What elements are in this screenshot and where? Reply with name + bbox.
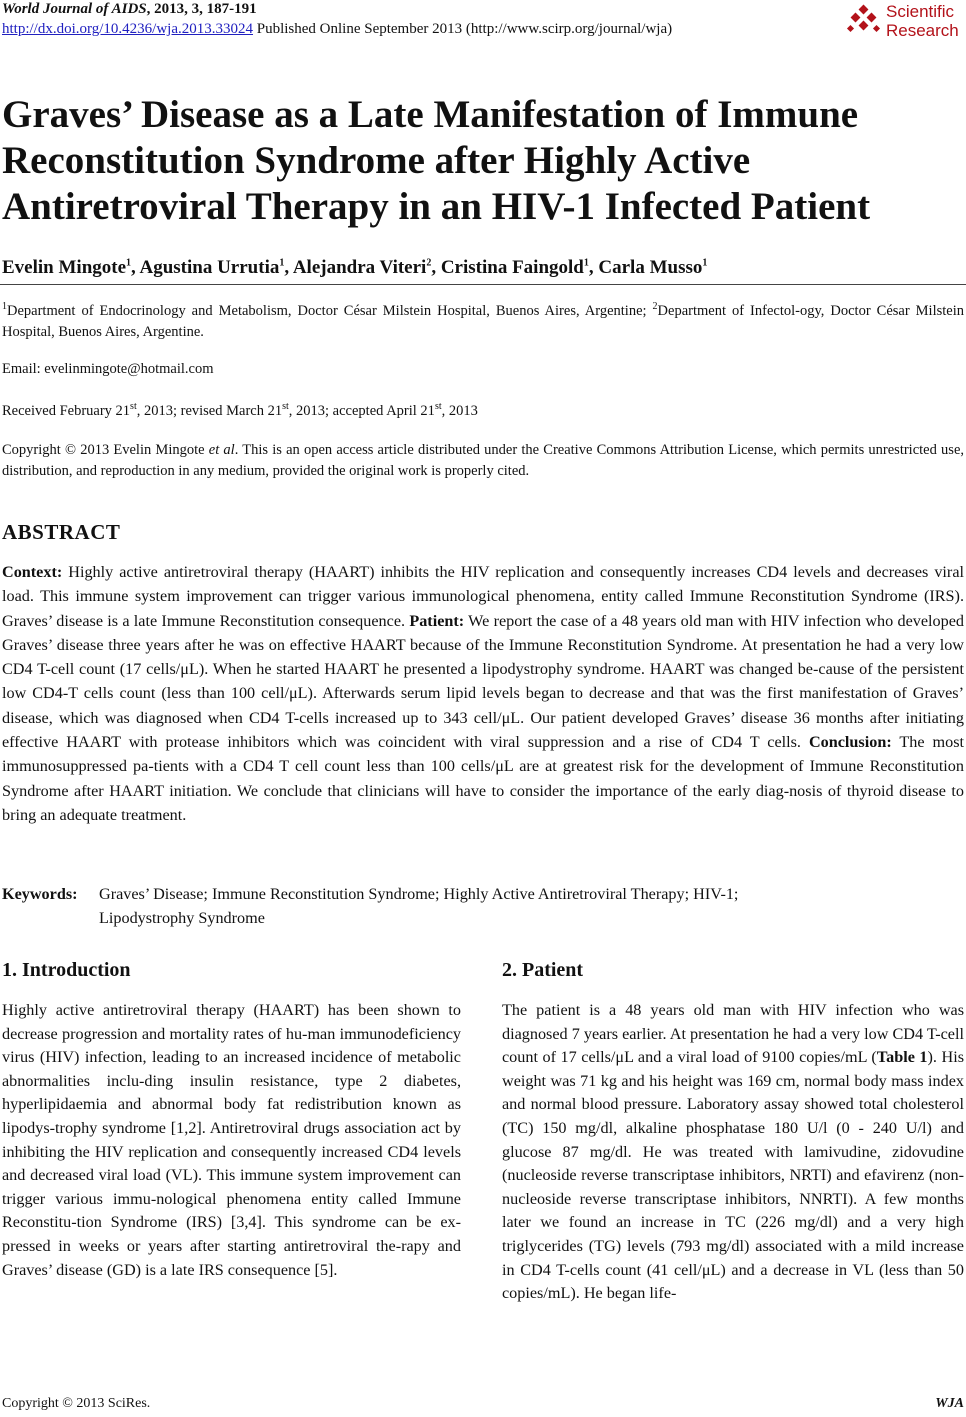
date-sup: st (434, 401, 442, 412)
title-line2: Reconstitution Syndrome after Highly Active (2, 139, 751, 182)
author-sep: , (588, 257, 599, 278)
author-affil: 2 (426, 257, 432, 269)
patient-text-part: The patient is a 48 years old man with HIV infection who was diagnosed 7 years earlier. At presentation he had a very low CD4 T-cell count of 17 cells/μL and a viral load of 9100 copies/mL ( (502, 1001, 964, 1067)
author-affil: 1 (583, 257, 589, 269)
published-info: Published Online September 2013 (http://www.scirp.org/journal/wja) (252, 21, 673, 37)
journal-name: World Journal of AIDS (2, 1, 147, 17)
affiliations (2, 296, 964, 343)
patient-text-part: ). His weight was 71 kg and his height was 169 cm, normal body mass index and normal blood pressure. Laboratory assay showed total cholesterol (TC) 150 mg/dl, alkaline phosphatase 180 U/l (0 - 240 U/l) and glucose 87 mg/dl. He was treated with lamivudine, zidovudine (nucleoside reverse transcriptase inhibitors, NRTI) and efavirenz (non-nucleoside reverse transcriptase inhibitors, NNRTI). A few months later we found an increase in TC (226 mg/dl) and a very high triglycerides (TG) levels (793 mg/dl) associated with a mild increase in CD4 T-cells count (41 cell/μL) and a decrease in VL (less than 50 copies/mL). He began life- (502, 1048, 964, 1303)
date-received: Received February 21 (2, 402, 131, 419)
author-sep: , (284, 257, 293, 278)
affil-marker: 1 (2, 301, 7, 312)
logo-mark-icon (846, 4, 882, 40)
author-list (2, 257, 707, 279)
keywords-label: Keywords: (2, 885, 78, 903)
copyright-etal: et al (208, 442, 235, 458)
abstract-patient-label: Patient: (409, 611, 465, 630)
abstract-conclusion-label: Conclusion: (808, 733, 892, 752)
logo-line1: Scientific (886, 2, 955, 21)
section-heading-patient: 2. Patient (502, 959, 584, 981)
table-reference[interactable]: Table 1 (876, 1048, 928, 1067)
journal-citation (2, 1, 257, 18)
logo-text (886, 2, 959, 40)
copyright-notice (2, 440, 964, 482)
author-name: Carla Musso (598, 257, 703, 278)
title-line3: Antiretroviral Therapy in an HIV-1 Infected Patient (2, 185, 871, 228)
copyright-text: Copyright © 2013 Evelin Mingote (2, 442, 209, 458)
author-sep: , (131, 257, 140, 278)
author-affil: 1 (279, 257, 285, 269)
author-name: Evelin Mingote (2, 257, 127, 278)
author-name: Cristina Faingold (440, 257, 584, 278)
author-sep: , (431, 257, 441, 278)
date-accepted: , 2013; accepted April 21 (288, 402, 435, 419)
date-sup: st (130, 401, 137, 412)
article-title (2, 92, 942, 230)
copyright-text: . This is an open access article distributed under the Creative Commons Attribution License, which permits unrestricted use, distribution, and reproduction in any medium, provided the original work is properly cited. (2, 442, 965, 479)
date-end: , 2013 (441, 402, 478, 419)
logo-line2: Research (886, 21, 959, 40)
author-name: Alejandra Viteri (292, 257, 427, 278)
section-heading-introduction: 1. Introduction (2, 959, 131, 981)
date-sup: st (282, 401, 289, 412)
author-affil: 1 (702, 257, 708, 269)
journal-volume: , 2013, 3, 187-191 (146, 1, 257, 17)
keywords-line: Graves’ Disease; Immune Reconstitution Syndrome; Highly Active Antiretroviral Therapy; HIV-1; (99, 885, 739, 903)
title-divider (0, 284, 966, 285)
article-dates (2, 401, 478, 420)
title-line1: Graves’ Disease as a Late Manifestation of Immune (2, 93, 859, 136)
abstract-body (2, 560, 964, 827)
doi-link[interactable]: http://dx.doi.org/10.4236/wja.2013.33024 (2, 21, 253, 37)
author-name: Agustina Urrutia (139, 257, 280, 278)
affil-marker: 2 (652, 301, 658, 312)
affil-text: Department of Endocrinology and Metabolism, Doctor César Milstein Hospital, Buenos Aires, Argentine; (7, 302, 653, 319)
author-affil: 1 (126, 257, 132, 269)
doi-line (2, 21, 672, 38)
abstract-heading: ABSTRACT (2, 520, 121, 544)
date-revised: , 2013; revised March 21 (136, 402, 283, 419)
abstract-context: Highly active antiretroviral therapy (HAART) inhibits the HIV replication and consequently increases CD4 levels and decreases viral load. This immune system improvement can trigger various immunological phenomena, entity called Immune Reconstitution Syndrome (IRS). Graves’ disease is a late Immune Reconstitution consequence. (2, 563, 964, 630)
abstract-patient: We report the case of a 48 years old man with HIV infection who developed Graves’ disease three years after he was on effective HAART because of the Immune Reconstitution Syndrome. At presentation he had a very low CD4 T-cell count (17 cells/μL). When he started HAART he presented a lipodystrophy syndrome. HAART was changed be-cause of the persistent low CD4-T cells count (less than 100 cell/μL). Afterwards serum lipid levels began to decrease and that was the first manifestation of Graves’ disease, which was diagnosed when CD4 T-cells increased up to 343 cell/μL. Our patient developed Graves’ disease 36 months after initiating effective HAART with protease inhibitors which was coincident with viral suppression and a rise of CD4 T cells. (2, 611, 964, 752)
patient-text (502, 999, 964, 1306)
abstract-context-label: Context: (2, 563, 63, 581)
footer-copyright: Copyright © 2013 SciRes. (2, 1396, 151, 1411)
scientific-research-logo (846, 2, 964, 40)
affil-text: Department of Infectol-ogy, Doctor César Milstein Hospital, Buenos Aires, Argentine. (2, 302, 964, 340)
author-email: Email: evelinmingote@hotmail.com (2, 361, 214, 377)
footer-journal-abbr: WJA (935, 1396, 964, 1411)
abstract-conclusion: The most immunosuppressed pa-tients with a CD4 T cell count less than 100 cells/μL are at greatest risk for the development of Immune Reconstitution Syndrome after HAART initiation. We conclude that clinicians will have to consider the importance of the early diag-nosis of thyroid disease to bring an adequate treatment. (2, 733, 964, 824)
keywords-list (99, 882, 959, 930)
keywords-line: Lipodystrophy Syndrome (99, 909, 265, 927)
introduction-text: Highly active antiretroviral therapy (HAART) has been shown to decrease progression and mortality rates of hu-man immunodeficiency virus (HIV) infection, leading to an increased incidence of metabolic abnormalities inclu-ding insulin resistance, type 2 diabetes, hyperlipidaemia and abnormal body fat redistribution known as lipodys-trophy syndrome [1,2]. Antiretroviral drugs association act by inhibiting the HIV replication and consequently increased CD4 levels and decreased viral load (VL). This immune system improvement can trigger various immu-nological phenomena entity called Immune Reconstitu-tion Syndrome (IRS) [3,4]. This syndrome can be ex-pressed in weeks or years after starting antiretroviral the-rapy and Graves’ disease (GD) is a late IRS consequence [5]. (2, 1001, 461, 1279)
